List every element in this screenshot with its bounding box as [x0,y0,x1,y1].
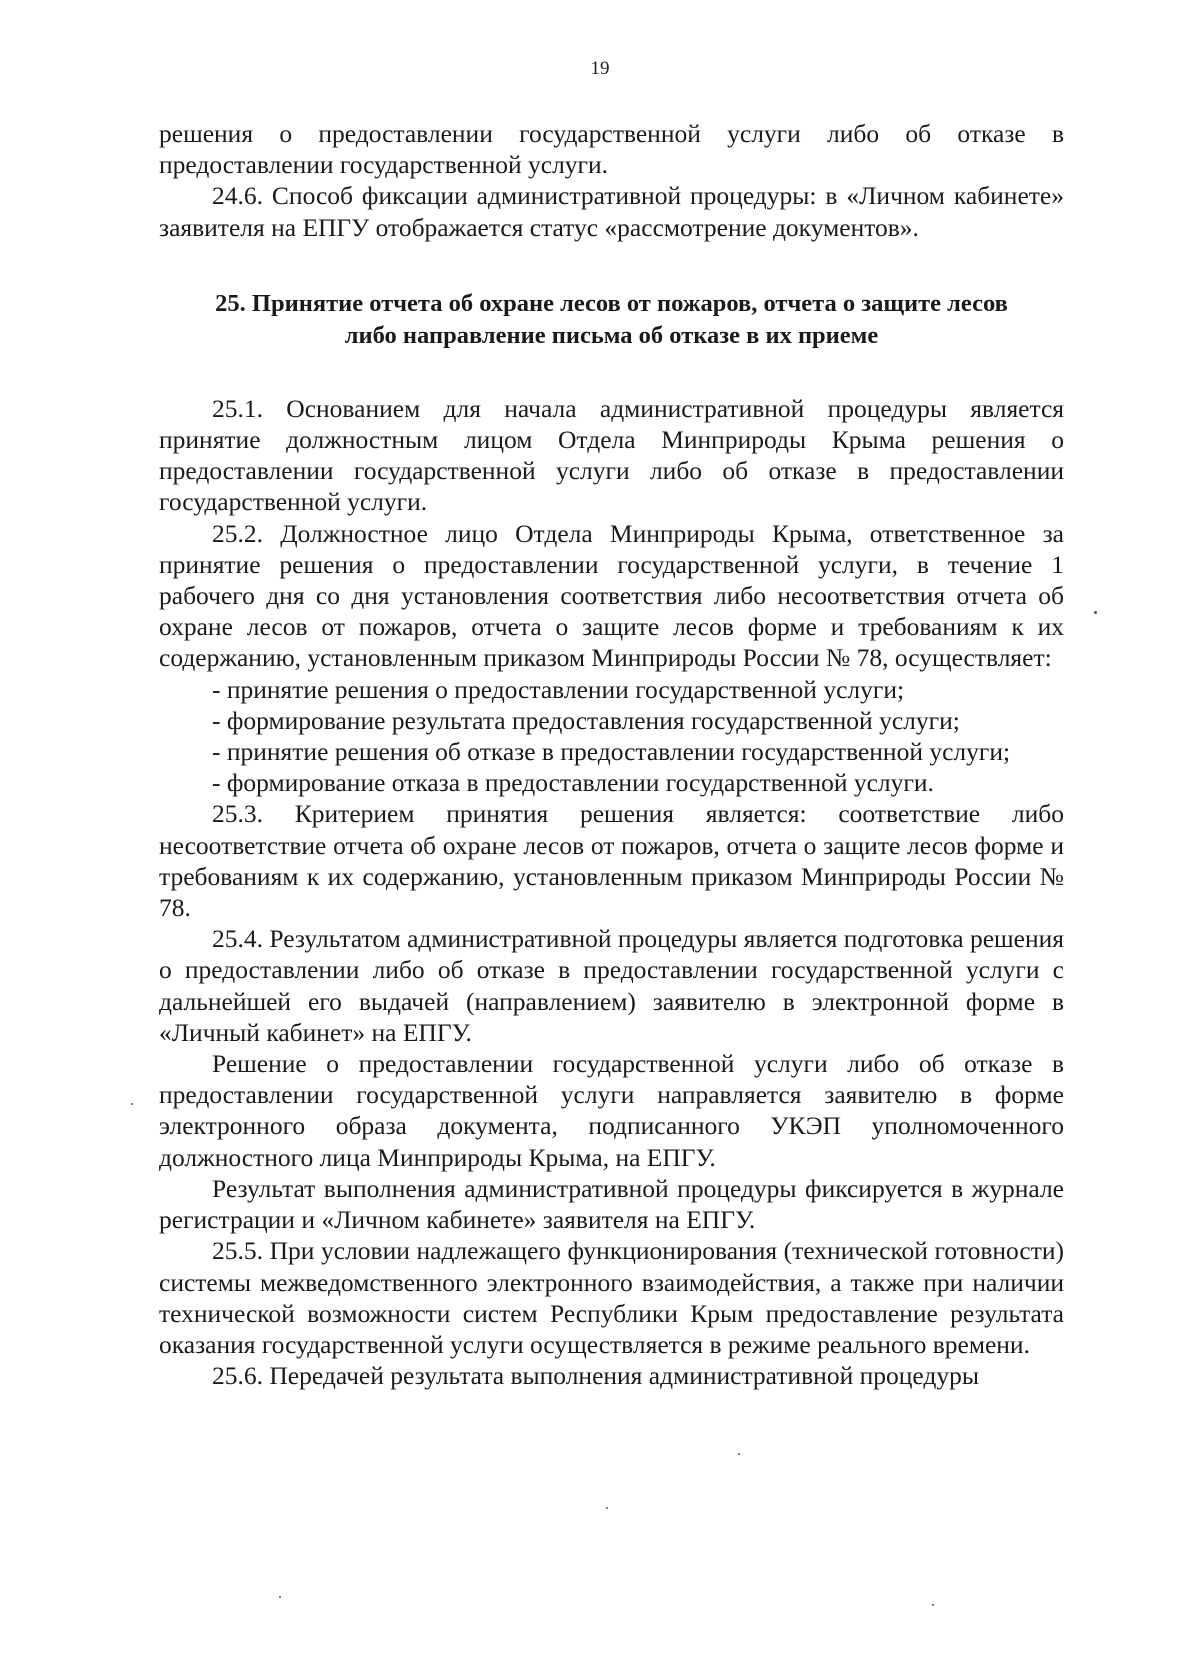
paragraph: 25.2. Должностное лицо Отдела Минприроды Крыма, ответственное за принятие решения о предоставлении государственной услуги, в течение 1 рабочего дня со дня установления соответствия либо несоответствия отчета об охране лесов от пожаров, отчета о защите лесов форме и требованиям к их содержанию, установленным приказом Минприроды России № 78, осуществляет: [159,518,1064,673]
scan-speck [279,1596,281,1598]
scan-speck [606,1507,608,1509]
section-heading-line-2: либо направление письма об отказе в их приеме [344,321,879,349]
paragraph: - принятие решения об отказе в предоставлении государственной услуги; [212,737,1011,767]
paragraph: - формирование отказа в предоставлении государственной услуги. [212,768,934,798]
paragraph: решения о предоставлении государственной услуги либо об отказе в предоставлении государственной услуги. [159,119,1064,180]
document-body [159,118,1064,1391]
paragraph: - формирование результата предоставления государственной услуги; [212,705,960,735]
section-24-continuation [159,118,1064,243]
paragraph: 25.3. Критерием принятия решения является: соответствие либо несоответствие отчета об охране лесов от пожаров, отчета о защите лесов форме и требованиям к их содержанию, установленным приказом Минприроды России № 78. [159,799,1064,923]
scan-speck [932,1604,934,1606]
paragraph: 25.1. Основанием для начала административной процедуры является принятие должностным лицом Отдела Минприроды Крыма решения о предоставлении государственной услуги либо об отказе в предоставлении государственной услуги. [159,393,1064,517]
paragraph: 25.6. Передачей результата выполнения административной процедуры [212,1361,979,1391]
paragraph: 25.5. При условии надлежащего функционирования (технической готовности) системы межведомственного электронного взаимодействия, а также при наличии технической возможности систем Республики Крым предоставление результата оказания государственной услуги осуществляется в режиме реального времени. [159,1236,1064,1359]
scan-speck [1094,611,1097,614]
scan-speck [738,1453,740,1455]
paragraph: - принятие решения о предоставлении государственной услуги; [212,674,905,704]
paragraph: Решение о предоставлении государственной услуги либо об отказе в предоставлении государственной услуги направляется заявителю в форме электронного образа документа, подписанного УКЭП уполномоченного должностного лица Минприроды Крыма, на ЕПГУ. [159,1049,1064,1172]
page-number: 19 [590,58,610,79]
section-heading-line-1: 25. Принятие отчета об охране лесов от пожаров, отчета о защите лесов [215,289,1008,317]
section-heading [159,288,1064,352]
scan-speck [131,1103,133,1105]
paragraph: 24.6. Способ фиксации административной процедуры: в «Личном кабинете» заявителя на ЕПГУ отображается статус «рассмотрение документов». [159,181,1064,242]
paragraph: Результат выполнения административной процедуры фиксируется в журнале регистрации и «Личном кабинете» заявителя на ЕПГУ. [159,1173,1064,1235]
paragraph: 25.4. Результатом административной процедуры является подготовка решения о предоставлении либо об отказе в предоставлении государственной услуги с дальнейшей его выдачей (направлением) заявителю в электронной форме в «Личный кабинет» на ЕПГУ. [159,924,1064,1047]
section-25-body [159,393,1064,1392]
